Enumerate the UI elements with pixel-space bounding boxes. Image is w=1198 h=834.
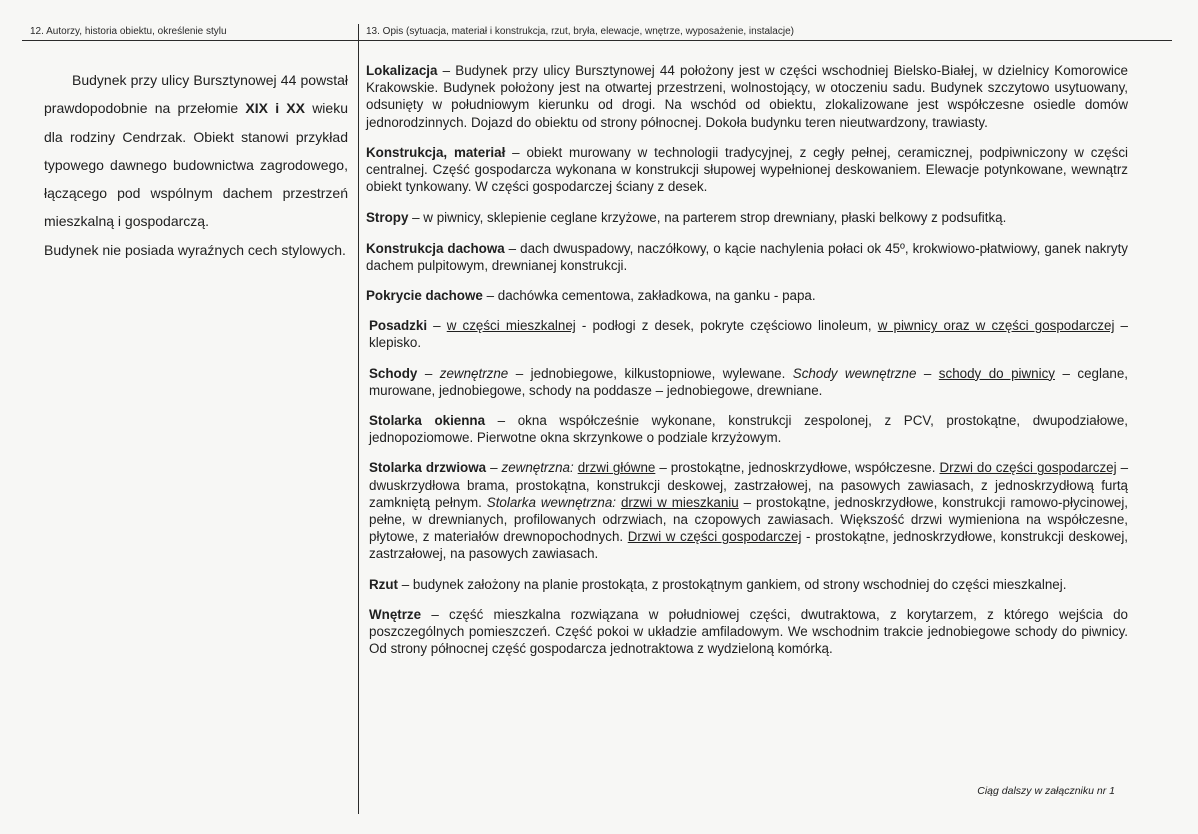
section-posadzki: Posadzki – w części mieszkalnej - podłogi z desek, pokryte częściowo linoleum, w piwnicy oraz w części gospodarczej – klepisko.: [369, 318, 1128, 351]
section-stolarka-drzwiowa: Stolarka drzwiowa – zewnętrzna: drzwi główne – prostokątne, jednoskrzydłowe, współczesne. Drzwi do części gospodarczej – dwuskrzydłowa brama, prostokątna, konstrukcji deskowej, zastrzałowej, na pasowych zawiasach, z jednoskrzydłową furtą zamkniętą pełnym. Stolarka wewnętrzna: drzwi w mieszkaniu – prostokątne, jednoskrzydłowe, konstrukcji ramowo-płycinowej, pełne, w drewnianych, profilowanych odrzwiach, na czopowych zawiasach. Większość drzwi wymieniona na współczesne, płytowe, z materiałów drewnopochodnych. Drzwi w części gospodarczej - prostokątne, jednoskrzydłowe, konstrukcji deskowej, zastrzałowej, na pasowych zawiasach.: [369, 460, 1129, 562]
section-12-header: 12. Autorzy, historia obiektu, określenie stylu: [30, 26, 227, 37]
section-konstrukcja: Konstrukcja, materiał – obiekt murowany w technologii tradycyjnej, z cegły pełnej, ceramicznej, podpiwniczony w części centralnej. Część gospodarcza wykonana w konstrukcji słupowej wypełnionej deskowaniem. Elewacje potynkowane, wewnątrz obiekt tynkowany. W części gospodarczej ściany z desek.: [366, 144, 1128, 195]
history-column: [44, 66, 348, 264]
section-rzut: Rzut – budynek założony na planie prostokąta, z prostokątnym gankiem, od strony wschodniej do części mieszkalnej.: [369, 576, 1067, 592]
century-emphasis: XIX i XX: [245, 100, 305, 117]
section-stolarka-okienna: Stolarka okienna – okna współcześnie wykonane, konstrukcji zespolonej, z PCV, prostokątne, dwupodziałowe, jednopoziomowe. Pierwotne okna skrzynkowe o podziale krzyżowym.: [369, 413, 1128, 446]
history-paragraph: Budynek przy ulicy Bursztynowej 44 powstał prawdopodobnie na przełomie XIX i XX wieku dla rodziny Cendrzak. Obiekt stanowi przykład typowego dawnego budownictwa zagrodowego, łączącego pod wspólnym dachem przestrzeń mieszkalną i gospodarczą.: [44, 72, 348, 230]
section-13-header: 13. Opis (sytuacja, materiał i konstrukcja, rzut, bryła, elewacje, wnętrze, wyposażenie, instalacje): [366, 26, 794, 37]
section-stropy: Stropy – w piwnicy, sklepienie ceglane krzyżowe, na parterem strop drewniany, płaski belkowy z podsufitką.: [366, 210, 1007, 226]
section-lokalizacja: Lokalizacja – Budynek przy ulicy Bursztynowej 44 położony jest w części wschodniej Bielsko-Białej, w dzielnicy Komorowice Krakowskie. Budynek położony jest na otwartej przestrzeni, wolnostojący, w otoczeniu sadu. Budynek szczytowo usytuowany, odsunięty w południowym kierunku od drogi. Na wschód od obiektu, zlokalizowane jest współczesne osiedle domów jednorodzinnych. Dojazd do obiektu od strony północnej. Dokoła budynku teren nieutwardzony, trawiasty.: [366, 63, 1128, 130]
column-divider: [358, 24, 359, 814]
section-pokrycie-dachowe: Pokrycie dachowe – dachówka cementowa, zakładkowa, na ganku - papa.: [366, 288, 816, 304]
section-schody: Schody – zewnętrzne – jednobiegowe, kilkustopniowe, wylewane. Schody wewnętrzne – schody do piwnicy – ceglane, murowane, jednobiegowe, schody na poddasze – jednobiegowe, drewniane.: [369, 365, 1129, 398]
description-column: [366, 62, 1128, 657]
continuation-note: Ciąg dalszy w załączniku nr 1: [977, 785, 1115, 797]
style-paragraph: Budynek nie posiada wyraźnych cech stylowych.: [44, 241, 346, 258]
section-konstrukcja-dachowa: Konstrukcja dachowa – dach dwuspadowy, naczółkowy, o kącie nachylenia połaci ok 45º, krokwiowo-płatwiowy, ganek nakryty dachem pulpitowym, drewnianej konstrukcji.: [366, 240, 1128, 273]
header-rule: [22, 40, 1172, 41]
section-wnetrze: Wnętrze – część mieszkalna rozwiązana w południowej części, dwutraktowa, z korytarzem, z którego wejścia do poszczególnych pomieszczeń. Część pokoi w układzie amfiladowym. We wschodnim trakcie jednobiegowe schody do piwnicy. Od strony północnej część gospodarcza jednotraktowa z wydzieloną komórką.: [369, 606, 1128, 657]
